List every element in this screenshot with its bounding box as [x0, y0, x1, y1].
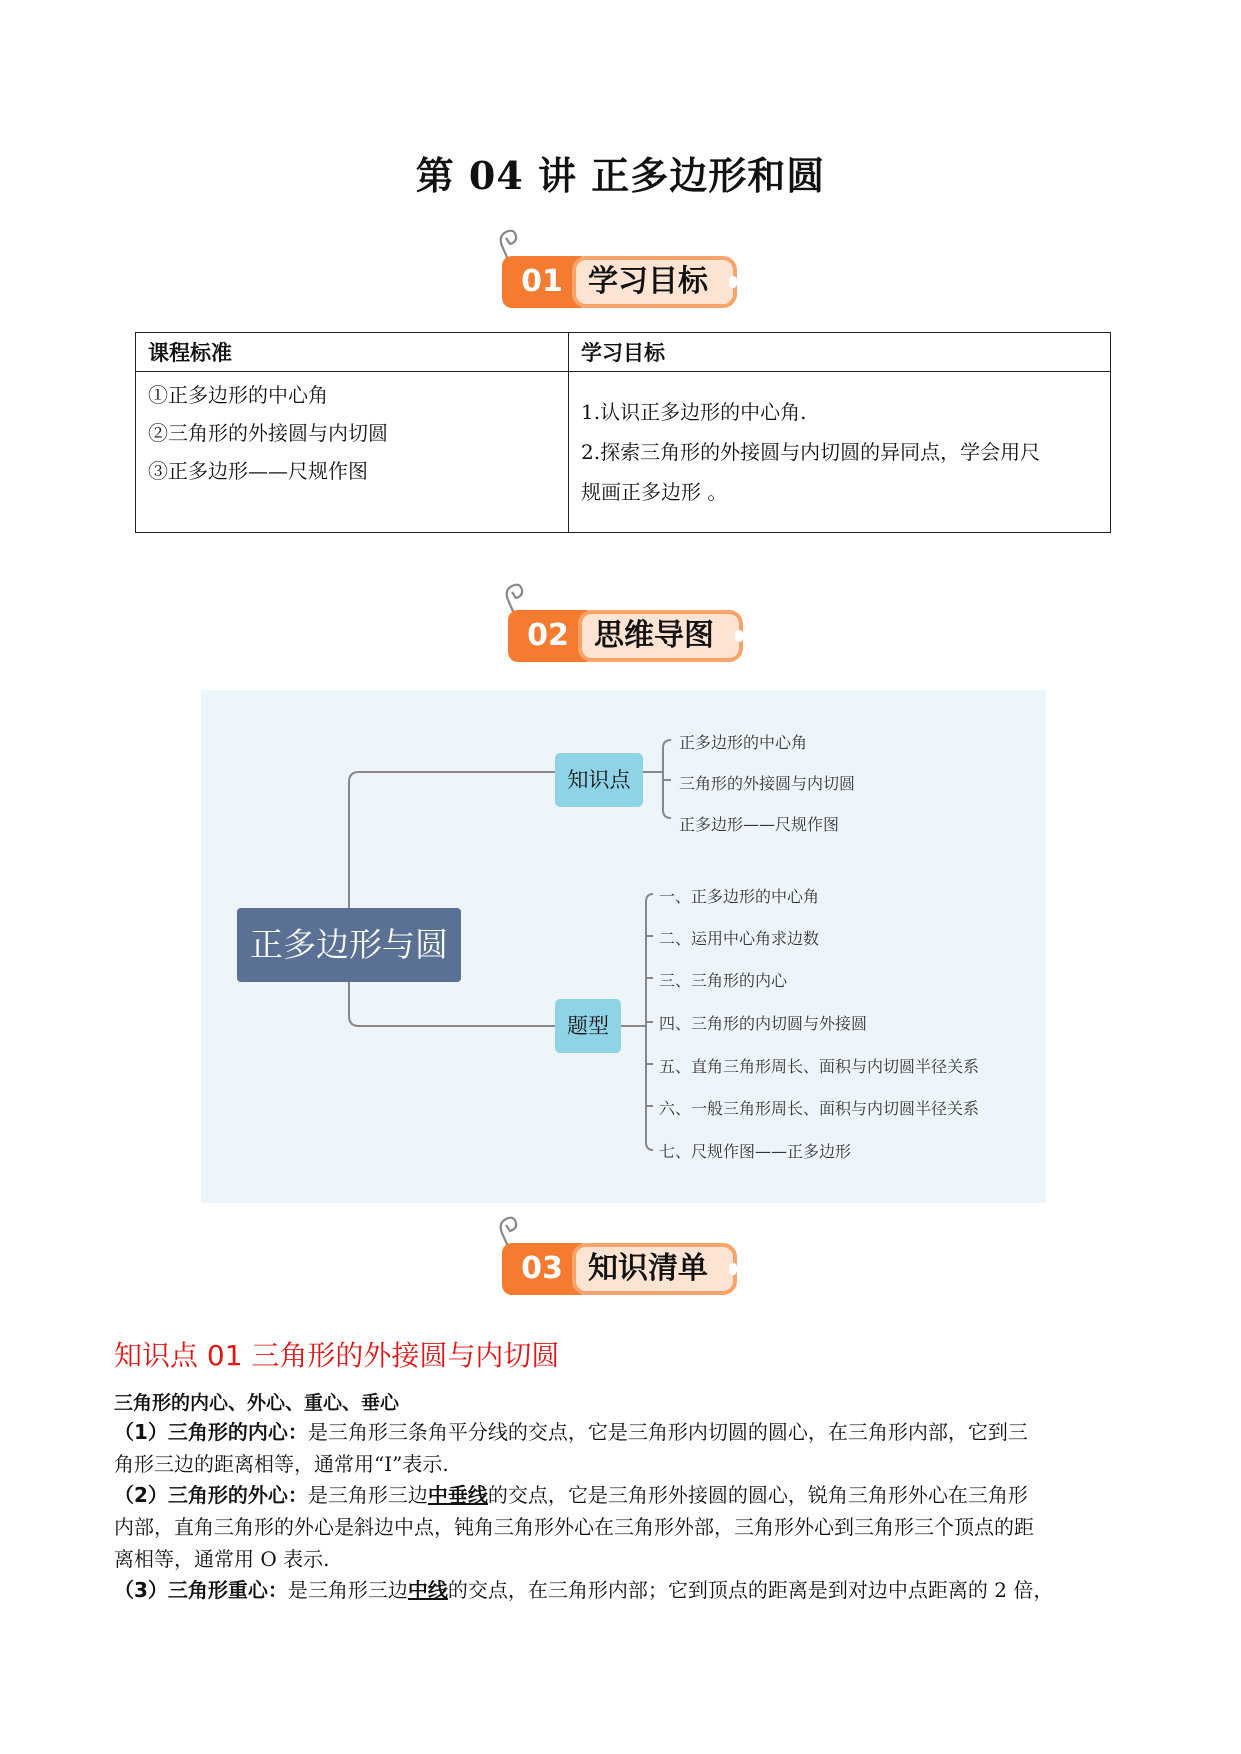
section-label: 学习目标	[572, 256, 737, 308]
table-header-goals: 学习目标	[569, 333, 1111, 372]
mind-map-leaf: 七、尺规作图——正多边形	[659, 1142, 852, 1161]
paragraph-centroid	[114, 1574, 1126, 1606]
paragraph-text: 是三角形三条角平分线的交点，它是三角形内切圆的圆心，在三角形内部，它到三	[307, 1420, 1028, 1444]
mind-map-root: 正多边形与圆	[237, 908, 461, 982]
paragraph-text: 是三角形三边	[307, 1483, 428, 1507]
section-badge-01	[502, 246, 742, 310]
standards-cell	[136, 372, 569, 533]
term-label: （3）三角形重心：	[114, 1578, 288, 1602]
mind-map	[201, 690, 1046, 1203]
paragraph-text: 内部，直角三角形的外心是斜边中点，钝角三角形外心在三角形外部，三角形外心到三角形三个顶点的距	[114, 1515, 1034, 1539]
mind-map-leaf: 五、直角三角形周长、面积与内切圆半径关系	[659, 1057, 980, 1076]
mind-map-leaf: 正多边形的中心角	[679, 733, 808, 752]
mind-map-branch-types: 题型	[555, 999, 621, 1053]
section-badge-02	[508, 600, 748, 664]
goal-item: 2.探索三角形的外接圆与内切圆的异同点，学会用尺	[581, 440, 1041, 464]
goals-table	[135, 332, 1111, 533]
goal-item: 规画正多边形 。	[581, 480, 728, 504]
mind-map-branch-knowledge: 知识点	[555, 753, 643, 807]
section-number: 03	[502, 1243, 582, 1295]
paragraph-text: 的交点，在三角形内部；它到顶点的距离是到对边中点距离的 2 倍，	[447, 1578, 1054, 1602]
mind-map-leaf: 六、一般三角形周长、面积与内切圆半径关系	[659, 1099, 980, 1118]
mind-map-leaf: 正多边形——尺规作图	[679, 815, 840, 834]
paragraph-text: 离相等，通常用 O 表示.	[114, 1547, 330, 1571]
section-number: 01	[502, 256, 582, 308]
section-label: 思维导图	[578, 610, 743, 662]
knowledge-heading: 知识点 01 三角形的外接圆与内切圆	[114, 1339, 560, 1372]
mind-map-leaf: 二、运用中心角求边数	[659, 929, 820, 948]
goals-cell	[569, 372, 1111, 533]
paragraph-text: 是三角形三边	[287, 1578, 408, 1602]
standard-item: ②三角形的外接圆与内切圆	[148, 421, 388, 445]
term-label: （2）三角形的外心：	[114, 1483, 308, 1507]
paragraph-circumcenter	[114, 1479, 1126, 1575]
goal-item: 1.认识正多边形的中心角.	[581, 400, 807, 424]
section-number: 02	[508, 610, 588, 662]
emphasis-term: 中线	[407, 1578, 448, 1602]
mind-map-leaf: 四、三角形的内切圆与外接圆	[659, 1014, 868, 1033]
paragraph-text: 的交点，它是三角形外接圆的圆心，锐角三角形外心在三角形	[487, 1483, 1028, 1507]
mind-map-leaf: 三角形的外接圆与内切圆	[679, 774, 856, 793]
paragraph-text: 角形三边的距离相等，通常用“I”表示.	[114, 1452, 449, 1476]
standard-item: ①正多边形的中心角	[148, 383, 328, 407]
paragraph-incenter	[114, 1416, 1126, 1480]
table-header-standards: 课程标准	[136, 333, 569, 372]
term-label: （1）三角形的内心：	[114, 1420, 308, 1444]
section-label: 知识清单	[572, 1243, 737, 1295]
section-badge-03	[502, 1233, 742, 1297]
emphasis-term: 中垂线	[427, 1483, 488, 1507]
document-title: 第 04 讲 正多边形和圆	[415, 153, 826, 198]
knowledge-subheading: 三角形的内心、外心、重心、垂心	[114, 1392, 400, 1414]
standard-item: ③正多边形——尺规作图	[148, 459, 368, 483]
mind-map-leaf: 一、正多边形的中心角	[659, 887, 820, 906]
mind-map-leaf: 三、三角形的内心	[659, 971, 788, 990]
